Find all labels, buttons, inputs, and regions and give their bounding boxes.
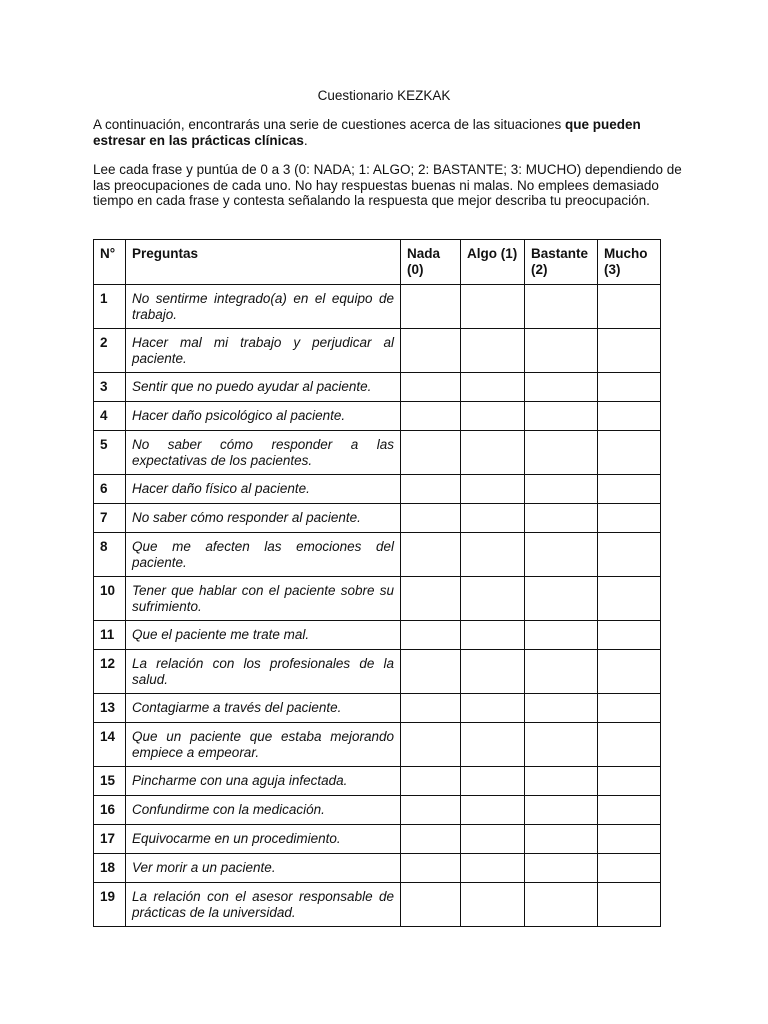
answer-cell-bastante[interactable] [525, 533, 598, 577]
answer-cell-nada[interactable] [401, 504, 461, 533]
answer-cell-nada[interactable] [401, 533, 461, 577]
question-number: 4 [94, 402, 126, 431]
answer-cell-nada[interactable] [401, 621, 461, 650]
answer-cell-mucho[interactable] [598, 402, 661, 431]
question-number: 2 [94, 329, 126, 373]
answer-cell-nada[interactable] [401, 854, 461, 883]
table-row [94, 694, 661, 723]
answer-cell-nada[interactable] [401, 285, 461, 329]
table-row [94, 373, 661, 402]
answer-cell-mucho[interactable] [598, 796, 661, 825]
answer-cell-bastante[interactable] [525, 475, 598, 504]
answer-cell-algo[interactable] [461, 825, 525, 854]
answer-cell-algo[interactable] [461, 650, 525, 694]
answer-cell-bastante[interactable] [525, 796, 598, 825]
table-row [94, 767, 661, 796]
intro-paragraph [93, 117, 683, 148]
question-number: 18 [94, 854, 126, 883]
answer-cell-nada[interactable] [401, 883, 461, 927]
answer-cell-nada[interactable] [401, 373, 461, 402]
answer-cell-nada[interactable] [401, 767, 461, 796]
question-number: 6 [94, 475, 126, 504]
question-number: 13 [94, 694, 126, 723]
answer-cell-nada[interactable] [401, 723, 461, 767]
answer-cell-algo[interactable] [461, 329, 525, 373]
question-text: Ver morir a un paciente. [126, 854, 401, 883]
answer-cell-nada[interactable] [401, 577, 461, 621]
question-text: Hacer daño físico al paciente. [126, 475, 401, 504]
question-text: La relación con los profesionales de la salud. [126, 650, 401, 694]
question-text: Que el paciente me trate mal. [126, 621, 401, 650]
table-row [94, 504, 661, 533]
question-number: 17 [94, 825, 126, 854]
answer-cell-nada[interactable] [401, 431, 461, 475]
answer-cell-algo[interactable] [461, 767, 525, 796]
answer-cell-nada[interactable] [401, 650, 461, 694]
questions-table [93, 239, 661, 927]
question-text: Equivocarme en un procedimiento. [126, 825, 401, 854]
table-row [94, 285, 661, 329]
table-row [94, 723, 661, 767]
answer-cell-bastante[interactable] [525, 650, 598, 694]
answer-cell-algo[interactable] [461, 504, 525, 533]
answer-cell-bastante[interactable] [525, 854, 598, 883]
answer-cell-mucho[interactable] [598, 373, 661, 402]
question-number: 1 [94, 285, 126, 329]
question-text: Que me afecten las emociones del paciente. [126, 533, 401, 577]
question-text: Hacer daño psicológico al paciente. [126, 402, 401, 431]
answer-cell-nada[interactable] [401, 796, 461, 825]
answer-cell-nada[interactable] [401, 402, 461, 431]
header-bastante: Bastante (2) [525, 240, 598, 285]
table-row [94, 854, 661, 883]
answer-cell-mucho[interactable] [598, 285, 661, 329]
table-row [94, 329, 661, 373]
instructions-paragraph: Lee cada frase y puntúa de 0 a 3 (0: NADA; 1: ALGO; 2: BASTANTE; 3: MUCHO) dependiendo de las preocupaciones de cada uno. No hay respuestas buenas ni malas. No emplees demasiado tiempo en cada frase y contesta señalando la respuesta que mejor describa tu preocupación. [93, 162, 682, 208]
document-title: Cuestionario KEZKAK [317, 88, 451, 103]
answer-cell-mucho[interactable] [598, 854, 661, 883]
question-number: 5 [94, 431, 126, 475]
answer-cell-bastante[interactable] [525, 723, 598, 767]
header-question: Preguntas [126, 240, 401, 285]
table-row [94, 402, 661, 431]
table-row [94, 883, 661, 927]
header-mucho: Mucho (3) [598, 240, 661, 285]
question-number: 19 [94, 883, 126, 927]
answer-cell-bastante[interactable] [525, 285, 598, 329]
table-header-row [94, 240, 661, 285]
answer-cell-nada[interactable] [401, 329, 461, 373]
answer-cell-mucho[interactable] [598, 650, 661, 694]
answer-cell-bastante[interactable] [525, 373, 598, 402]
question-text: Contagiarme a través del paciente. [126, 694, 401, 723]
answer-cell-bastante[interactable] [525, 431, 598, 475]
header-number: N° [94, 240, 126, 285]
answer-cell-bastante[interactable] [525, 504, 598, 533]
question-number: 10 [94, 577, 126, 621]
intro-end: . [303, 132, 308, 148]
table-row [94, 825, 661, 854]
answer-cell-algo[interactable] [461, 577, 525, 621]
intro-bold-text: que pueden estresar en las prácticas clínicas [93, 117, 641, 148]
intro-text: A continuación, encontrarás una serie de cuestiones acerca de las situaciones [93, 117, 566, 132]
table-row [94, 431, 661, 475]
answer-cell-algo[interactable] [461, 373, 525, 402]
answer-cell-algo[interactable] [461, 796, 525, 825]
header-algo: Algo (1) [461, 240, 525, 285]
answer-cell-mucho[interactable] [598, 883, 661, 927]
answer-cell-mucho[interactable] [598, 767, 661, 796]
table-row [94, 621, 661, 650]
answer-cell-bastante[interactable] [525, 621, 598, 650]
question-text: No sentirme integrado(a) en el equipo de trabajo. [126, 285, 401, 329]
question-text: Hacer mal mi trabajo y perjudicar al paciente. [126, 329, 401, 373]
question-number: 16 [94, 796, 126, 825]
question-text: Sentir que no puedo ayudar al paciente. [126, 373, 401, 402]
question-text: Confundirme con la medicación. [126, 796, 401, 825]
answer-cell-bastante[interactable] [525, 767, 598, 796]
question-text: No saber cómo responder al paciente. [126, 504, 401, 533]
answer-cell-mucho[interactable] [598, 533, 661, 577]
table-body [94, 285, 661, 927]
answer-cell-algo[interactable] [461, 694, 525, 723]
answer-cell-algo[interactable] [461, 475, 525, 504]
table-row [94, 577, 661, 621]
answer-cell-mucho[interactable] [598, 475, 661, 504]
table-row [94, 533, 661, 577]
header-nada: Nada (0) [401, 240, 461, 285]
answer-cell-mucho[interactable] [598, 431, 661, 475]
question-number: 3 [94, 373, 126, 402]
table-row [94, 650, 661, 694]
answer-cell-mucho[interactable] [598, 825, 661, 854]
answer-cell-nada[interactable] [401, 694, 461, 723]
question-number: 14 [94, 723, 126, 767]
answer-cell-bastante[interactable] [525, 883, 598, 927]
question-text: Pincharme con una aguja infectada. [126, 767, 401, 796]
table-row [94, 475, 661, 504]
answer-cell-nada[interactable] [401, 475, 461, 504]
answer-cell-algo[interactable] [461, 854, 525, 883]
answer-cell-bastante[interactable] [525, 825, 598, 854]
answer-cell-algo[interactable] [461, 533, 525, 577]
question-number: 12 [94, 650, 126, 694]
answer-cell-nada[interactable] [401, 825, 461, 854]
question-number: 7 [94, 504, 126, 533]
answer-cell-mucho[interactable] [598, 329, 661, 373]
answer-cell-algo[interactable] [461, 285, 525, 329]
question-text: La relación con el asesor responsable de prácticas de la universidad. [126, 883, 401, 927]
answer-cell-mucho[interactable] [598, 577, 661, 621]
answer-cell-algo[interactable] [461, 723, 525, 767]
question-number: 11 [94, 621, 126, 650]
question-number: 8 [94, 533, 126, 577]
answer-cell-mucho[interactable] [598, 504, 661, 533]
question-number: 15 [94, 767, 126, 796]
answer-cell-mucho[interactable] [598, 694, 661, 723]
answer-cell-algo[interactable] [461, 402, 525, 431]
question-text: No saber cómo responder a las expectativas de los pacientes. [126, 431, 401, 475]
answer-cell-bastante[interactable] [525, 577, 598, 621]
question-text: Tener que hablar con el paciente sobre su sufrimiento. [126, 577, 401, 621]
answer-cell-algo[interactable] [461, 621, 525, 650]
answer-cell-bastante[interactable] [525, 329, 598, 373]
question-text: Que un paciente que estaba mejorando empiece a empeorar. [126, 723, 401, 767]
answer-cell-mucho[interactable] [598, 723, 661, 767]
answer-cell-mucho[interactable] [598, 621, 661, 650]
answer-cell-bastante[interactable] [525, 694, 598, 723]
table-row [94, 796, 661, 825]
answer-cell-bastante[interactable] [525, 402, 598, 431]
answer-cell-algo[interactable] [461, 431, 525, 475]
answer-cell-algo[interactable] [461, 883, 525, 927]
